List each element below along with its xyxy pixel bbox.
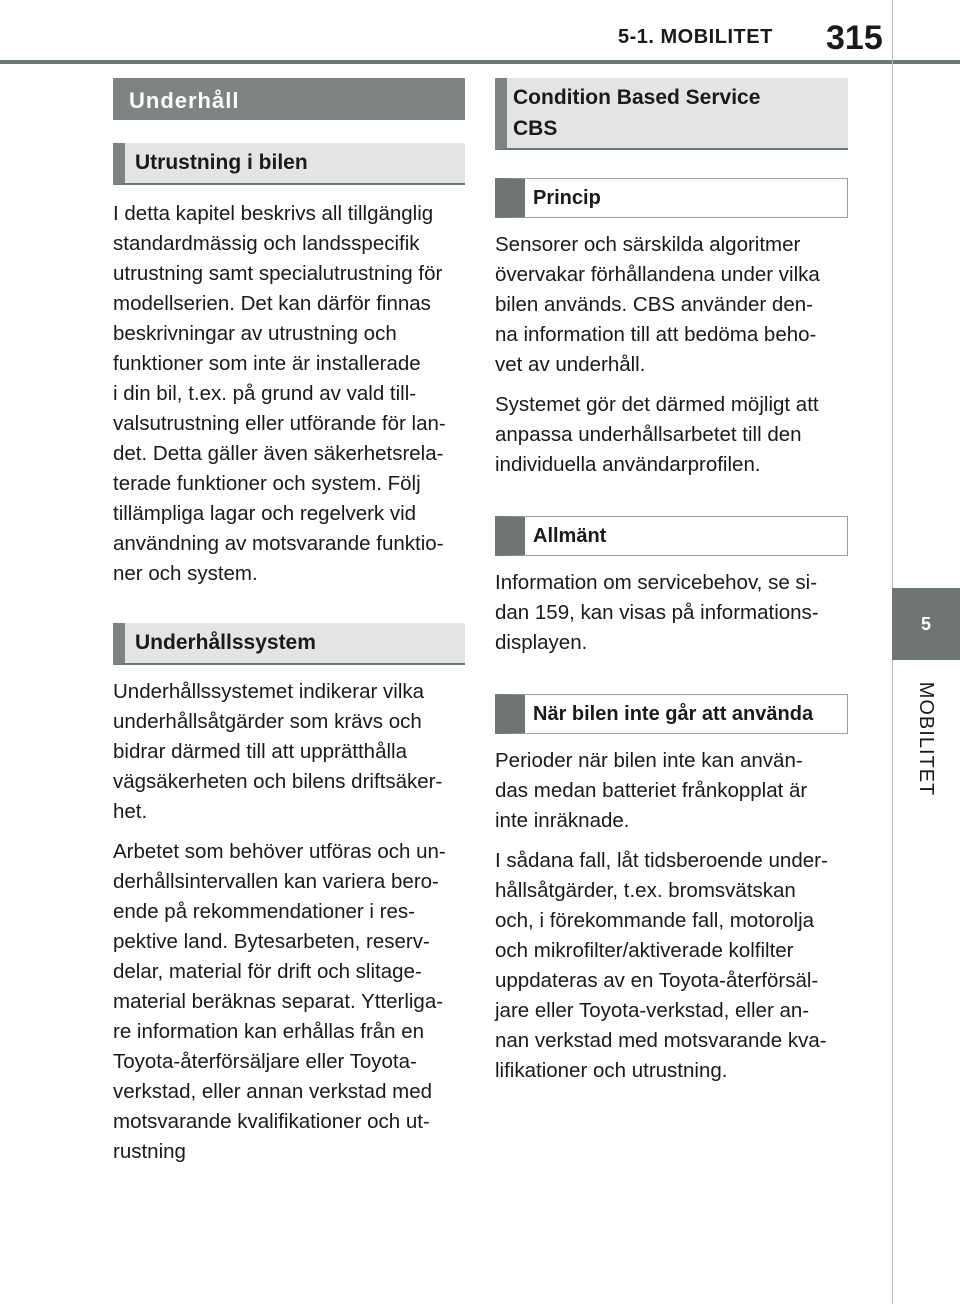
text-line: nan verkstad med motsvarande kva- [495, 1029, 827, 1052]
text-line: det. Detta gäller även säkerhetsrela- [113, 442, 444, 465]
text-line: Toyota-återförsäljare eller Toyota- [113, 1050, 417, 1073]
section-title: 5-1. MOBILITET [618, 26, 773, 48]
section-heading-cbs [495, 78, 848, 150]
text-line: individuella användarprofilen. [495, 453, 761, 476]
chapter-tab: 5 [892, 588, 960, 660]
equipment-paragraph [113, 199, 465, 589]
text-line: användning av motsvarande funktio- [113, 532, 444, 555]
text-line: delar, material för drift och slitage- [113, 960, 422, 983]
text-line: Sensorer och särskilda algoritmer [495, 233, 801, 256]
unused-paragraph-2 [495, 846, 848, 1086]
text-line: I detta kapitel beskrivs all tillgänglig [113, 202, 434, 225]
text-line: bilen används. CBS använder den- [495, 293, 813, 316]
subheading-principle: Princip [495, 178, 848, 218]
text-line: na information till att bedöma beho- [495, 323, 817, 346]
text-line: och mikrofilter/aktiverade kolfilter [495, 939, 794, 962]
cbs-heading-line: Condition Based Service [513, 86, 761, 109]
text-line: pektive land. Bytesarbeten, reserv- [113, 930, 430, 953]
text-line: derhållsintervallen kan variera bero- [113, 870, 439, 893]
maintenance-paragraph-1 [113, 677, 465, 827]
text-line: anpassa underhållsarbetet till den [495, 423, 802, 446]
text-line: inte inräknade. [495, 809, 630, 832]
text-line: I sådana fall, låt tidsberoende under- [495, 849, 828, 872]
text-line: het. [113, 800, 148, 823]
text-line: jare eller Toyota-verkstad, eller an- [495, 999, 810, 1022]
unused-paragraph-1 [495, 746, 848, 836]
text-line: Arbetet som behöver utföras och un- [113, 840, 446, 863]
text-line: funktioner som inte är installerade [113, 352, 421, 375]
text-line: standardmässig och landsspecifik [113, 232, 420, 255]
text-line: vet av underhåll. [495, 353, 646, 376]
text-line: ner och system. [113, 562, 258, 585]
text-line: utrustning samt specialutrustning för [113, 262, 443, 285]
subheading-car-unused: När bilen inte går att använda [495, 694, 848, 734]
text-line: och, i förekommande fall, motorolja [495, 909, 815, 932]
text-line: rustning [113, 1140, 186, 1163]
principle-paragraph-1 [495, 230, 848, 380]
text-line: Systemet gör det därmed möjligt att [495, 393, 819, 416]
text-line: motsvarande kvalifikationer och ut- [113, 1110, 430, 1133]
text-line: displayen. [495, 631, 588, 654]
section-heading-maintenance-system: Underhållssystem [113, 623, 465, 665]
text-line: valsutrustning eller utförande för lan- [113, 412, 446, 435]
text-line: re information kan erhållas från en [113, 1020, 425, 1043]
text-line: underhållsåtgärder som krävs och [113, 710, 422, 733]
text-line: Perioder när bilen inte kan använ- [495, 749, 803, 772]
text-line: i din bil, t.ex. på grund av vald till- [113, 382, 417, 405]
text-line: uppdateras av en Toyota-återförsäl- [495, 969, 819, 992]
subheading-general: Allmänt [495, 516, 848, 556]
page-number: 315 [826, 19, 883, 57]
text-line: Underhållssystemet indikerar vilka [113, 680, 425, 703]
text-line: övervakar förhållandena under vilka [495, 263, 820, 286]
text-line: vägsäkerheten och bilens driftsäker- [113, 770, 443, 793]
principle-paragraph-2 [495, 390, 848, 480]
text-line: tillämpliga lagar och regelverk vid [113, 502, 417, 525]
text-line: dan 159, kan visas på informations- [495, 601, 819, 624]
section-heading-equipment: Utrustning i bilen [113, 143, 465, 185]
chapter-heading: Underhåll [113, 78, 465, 120]
header-rule [0, 60, 960, 64]
cbs-heading-line: CBS [513, 117, 558, 140]
text-line: ende på rekommendationer i res- [113, 900, 415, 923]
text-line: terade funktioner och system. Följ [113, 472, 421, 495]
text-line: lifikationer och utrustning. [495, 1059, 728, 1082]
general-paragraph [495, 568, 848, 658]
text-line: hållsåtgärder, t.ex. bromsvätskan [495, 879, 796, 902]
left-column [113, 78, 465, 1167]
chapter-label: MOBILITET [915, 681, 937, 797]
text-line: modellserien. Det kan därför finnas [113, 292, 431, 315]
maintenance-paragraph-2 [113, 837, 465, 1167]
right-column [495, 78, 848, 1086]
text-line: verkstad, eller annan verkstad med [113, 1080, 433, 1103]
text-line: das medan batteriet frånkopplat är [495, 779, 808, 802]
text-line: Information om servicebehov, se si- [495, 571, 818, 594]
text-line: beskrivningar av utrustning och [113, 322, 397, 345]
text-line: material beräknas separat. Ytterliga- [113, 990, 444, 1013]
text-line: bidrar därmed till att upprätthålla [113, 740, 407, 763]
